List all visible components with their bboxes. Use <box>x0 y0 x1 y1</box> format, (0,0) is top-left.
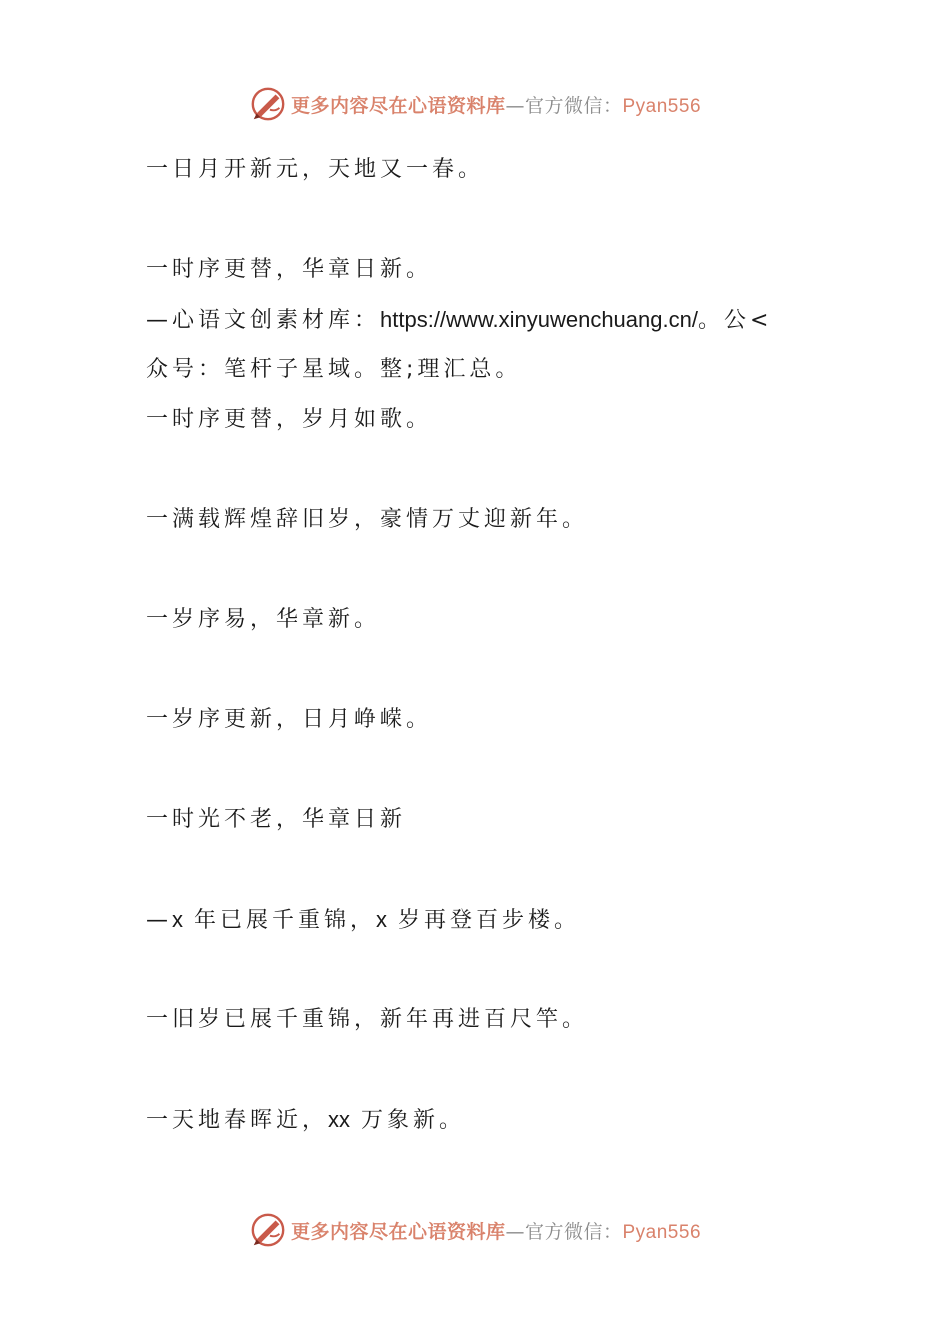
source-label: —心语文创素材库： <box>146 308 381 333</box>
text-line: —x 年已展千重锦，x 岁再登百步楼。 <box>146 907 581 933</box>
footer-wechat-id: Pyan556 <box>622 1221 702 1243</box>
document-body <box>146 145 816 1145</box>
pen-logo-icon <box>249 1211 287 1249</box>
text-line: 一日月开新元，天地又一春。 <box>146 157 485 182</box>
pen-logo-icon <box>249 85 287 123</box>
header-text <box>291 91 701 118</box>
text-line: 一满载辉煌辞旧岁，豪情万丈迎新年。 <box>146 507 589 532</box>
header-banner <box>0 82 950 126</box>
text-line: 一时序更替，华章日新。 <box>146 257 433 282</box>
footer-banner <box>0 1208 950 1252</box>
footer-wechat-label: 官方微信： <box>524 1220 623 1243</box>
header-wechat-label: 官方微信： <box>524 94 623 117</box>
footer-dash: — <box>505 1220 525 1243</box>
text-line: 一旧岁已展千重锦，新年再进百尺竿。 <box>146 1007 589 1032</box>
text-line: 一岁序更新，日月峥嵘。 <box>146 707 433 732</box>
header-wechat-id: Pyan556 <box>622 95 702 117</box>
text-line: 一时序更替，岁月如歌。 <box>146 407 433 432</box>
header-dash: — <box>505 94 525 117</box>
footer-text <box>291 1217 701 1244</box>
text-line: 一天地春晖近，xx 万象新。 <box>146 1107 466 1133</box>
source-url-link[interactable]: https://www.xinyuwenchuang.cn/ <box>380 307 698 332</box>
text-line: 一岁序易，华章新。 <box>146 607 381 632</box>
text-line: 众号：笔杆子星域。整;理汇总。 <box>146 357 522 382</box>
footer-brand: 更多内容尽在心语资料库 <box>290 1220 506 1243</box>
text-line <box>146 295 816 345</box>
header-brand: 更多内容尽在心语资料库 <box>290 94 506 117</box>
text-line: 一时光不老，华章日新 <box>146 807 407 832</box>
source-suffix: 。公< <box>697 308 773 333</box>
